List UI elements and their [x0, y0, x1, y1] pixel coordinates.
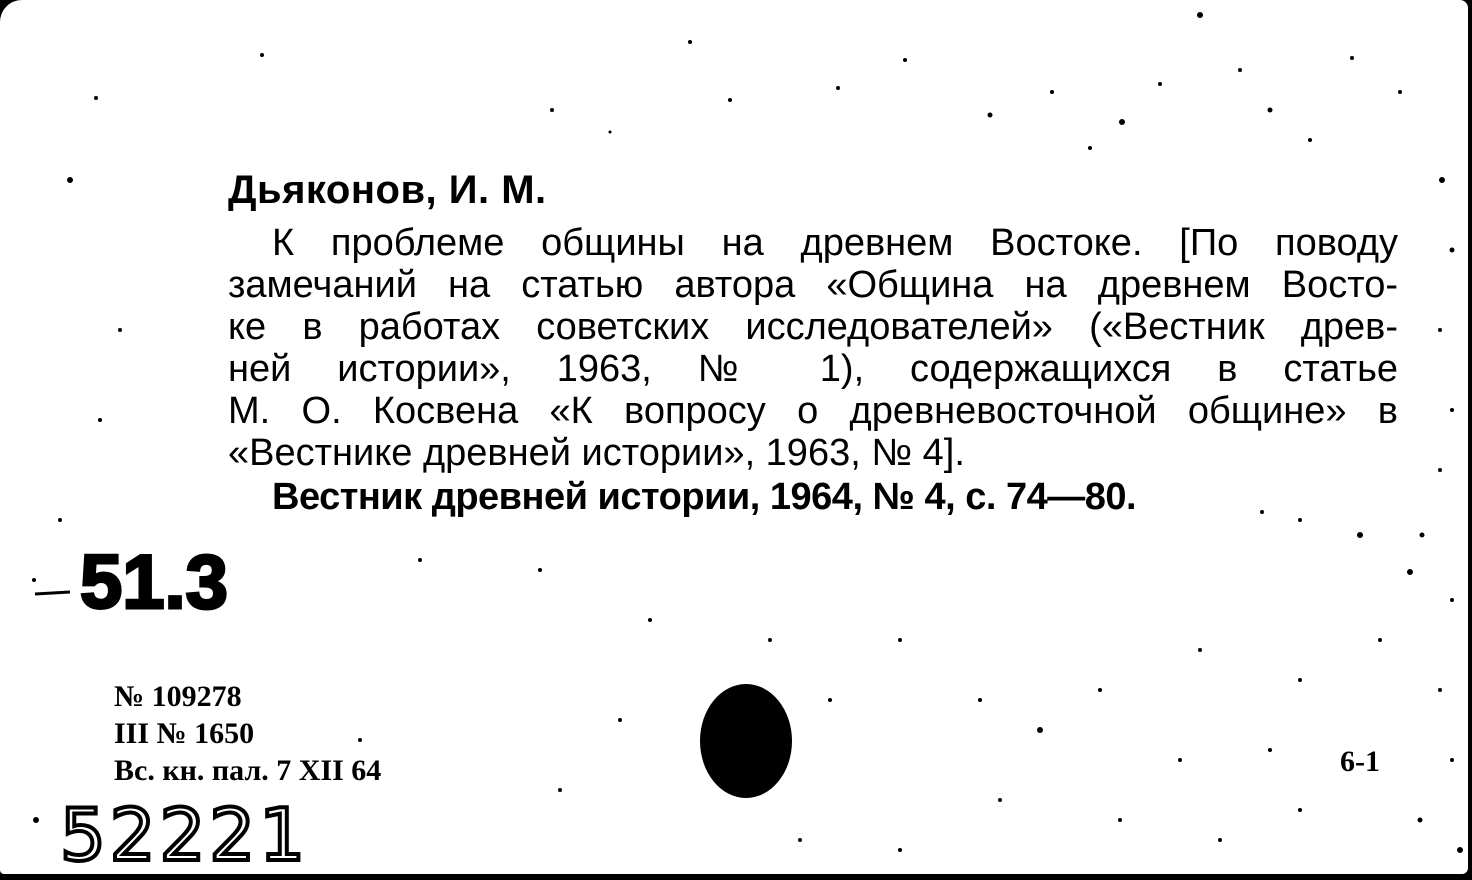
- description-line: ней истории», 1963, № 1), содержащихся в статье: [228, 348, 1398, 390]
- description-line: «Вестнике древней истории», 1963, № 4].: [228, 432, 965, 474]
- description-line: М. О. Косвена «К вопросу о древневосточной общине» в: [228, 390, 1398, 432]
- handwritten-inventory-number: [30, 790, 370, 874]
- svg-text:51.3: 51.3: [80, 540, 228, 624]
- chamber-date: Вс. кн. пал. 7 XII 64: [114, 754, 382, 787]
- description-line: замечаний на статью автора «Община на древнем Восто-: [228, 264, 1398, 306]
- series-number: III № 1650: [114, 717, 255, 750]
- record-number: № 109278: [114, 680, 242, 713]
- description-line: К проблеме общины на древнем Востоке. [По поводу: [272, 222, 1398, 264]
- svg-text:52221: 52221: [60, 793, 310, 874]
- punch-hole: [700, 684, 792, 798]
- card-author: Дьяконов, И. М.: [228, 168, 547, 212]
- description-line: ке в работах советских исследователей» («Вестник древ-: [228, 306, 1398, 348]
- handwritten-classification: [30, 538, 330, 624]
- card-metadata: [114, 678, 381, 789]
- card-code: 6-1: [1340, 745, 1380, 778]
- card-source: Вестник древней истории, 1964, № 4, с. 74—80.: [272, 476, 1137, 518]
